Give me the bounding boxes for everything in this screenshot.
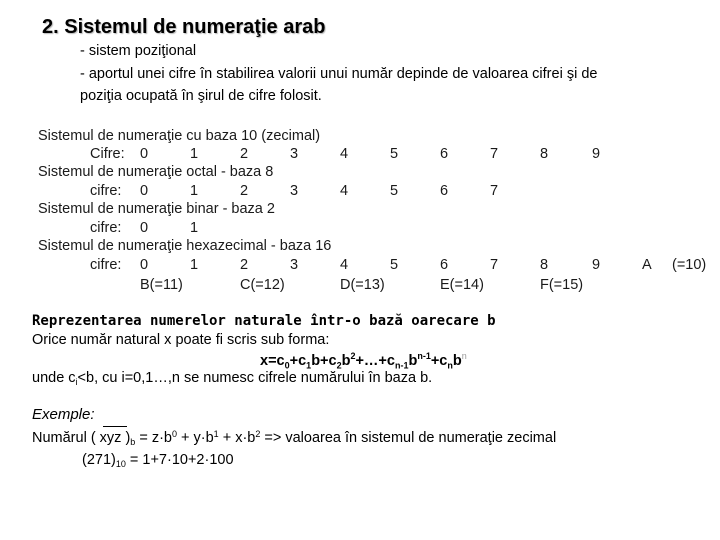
binary-heading: Sistemul de numeraţie binar - baza 2: [38, 201, 275, 217]
hex_row1-digit: 3: [290, 257, 299, 273]
hex_row1-digit: 8: [540, 257, 549, 273]
hex_row1-digit: 7: [490, 257, 499, 273]
octal-digit: 2: [240, 183, 249, 199]
octal-digit: 5: [390, 183, 399, 199]
hex_row1-digit: 4: [340, 257, 349, 273]
hex_row2-digit: F(=15): [540, 277, 584, 293]
octal-digits-label: cifre:: [90, 183, 122, 199]
octal-digit: 6: [440, 183, 449, 199]
binary-digit: 0: [140, 220, 149, 236]
decimal-digit: 8: [540, 146, 549, 162]
hex_row2-digit: C(=12): [240, 277, 285, 293]
overline-xyz: [103, 426, 127, 427]
hex_row2-digit: B(=11): [140, 277, 183, 293]
hex_row2-digit: D(=13): [340, 277, 385, 293]
decimal-digit: 2: [240, 146, 249, 162]
representation-line-1: Orice număr natural x poate fi scris sub forma:: [32, 332, 330, 348]
examples-title: Exemple:: [32, 406, 95, 423]
hex-digits-label: cifre:: [90, 257, 122, 273]
representation-line-2: unde $c_i<b$, cu i=0,1…,n se numesc cifrele numărului în baza b.: [32, 370, 433, 387]
octal-digit: 1: [190, 183, 199, 199]
decimal-digit: 7: [490, 146, 499, 162]
intro-line-3: poziţia ocupată în şirul de cifre folosit.: [80, 88, 322, 104]
hex_row1-digit: 6: [440, 257, 449, 273]
binary-digits-label: cifre:: [90, 220, 122, 236]
hex_row1-digit: 9: [592, 257, 601, 273]
octal-heading: Sistemul de numeraţie octal - baza 8: [38, 164, 274, 180]
representation-title: Reprezentarea numerelor naturale într-o bază oarecare b: [32, 313, 496, 329]
hex_row1-digit: 0: [140, 257, 149, 273]
hex_row1-digit: 2: [240, 257, 249, 273]
hex_row1-digit: A: [642, 257, 652, 273]
decimal-heading: Sistemul de numeraţie cu baza 10 (zecimal): [38, 128, 321, 144]
octal-digit: 3: [290, 183, 299, 199]
decimal-digit: 4: [340, 146, 349, 162]
octal-digit: 7: [490, 183, 499, 199]
general-formula: $x=c_0+c_1b+c_2b^2+\dots+c_{n-1}b^{n-1}+c_nb^n$: [260, 351, 467, 371]
hex_row2-digit: E(=14): [440, 277, 484, 293]
hex_row1-digit: 5: [390, 257, 399, 273]
decimal-digit: 0: [140, 146, 149, 162]
decimal-digit: 3: [290, 146, 299, 162]
decimal-digit: 5: [390, 146, 399, 162]
example-line-1: Numărul ( xyz )$_b = z\cdot b^0 + y\cdot b^1 + x\cdot b^2$ => valoarea în sistemul de numeraţie zecimal: [32, 429, 557, 447]
intro-line-2: - aportul unei cifre în stabilirea valorii unui număr depinde de valoarea cifrei şi de: [80, 66, 598, 82]
decimal-digit: 6: [440, 146, 449, 162]
page-title: 2. Sistemul de numeraţie arab: [42, 16, 326, 38]
decimal-digits-label: Cifre:: [90, 146, 125, 162]
octal-digit: 0: [140, 183, 149, 199]
hex_row1-digit: 1: [190, 257, 199, 273]
intro-line-1: - sistem poziţional: [80, 43, 197, 59]
binary-digit: 1: [190, 220, 199, 236]
decimal-digit: 1: [190, 146, 199, 162]
hex-heading: Sistemul de numeraţie hexazecimal - baza 16: [38, 238, 332, 254]
decimal-digit: 9: [592, 146, 601, 162]
octal-digit: 4: [340, 183, 349, 199]
hex_row1-digit: (=10): [672, 257, 707, 273]
example-line-2: $(271)_{10} = 1+7\cdot 10+2\cdot 100$: [82, 452, 234, 469]
